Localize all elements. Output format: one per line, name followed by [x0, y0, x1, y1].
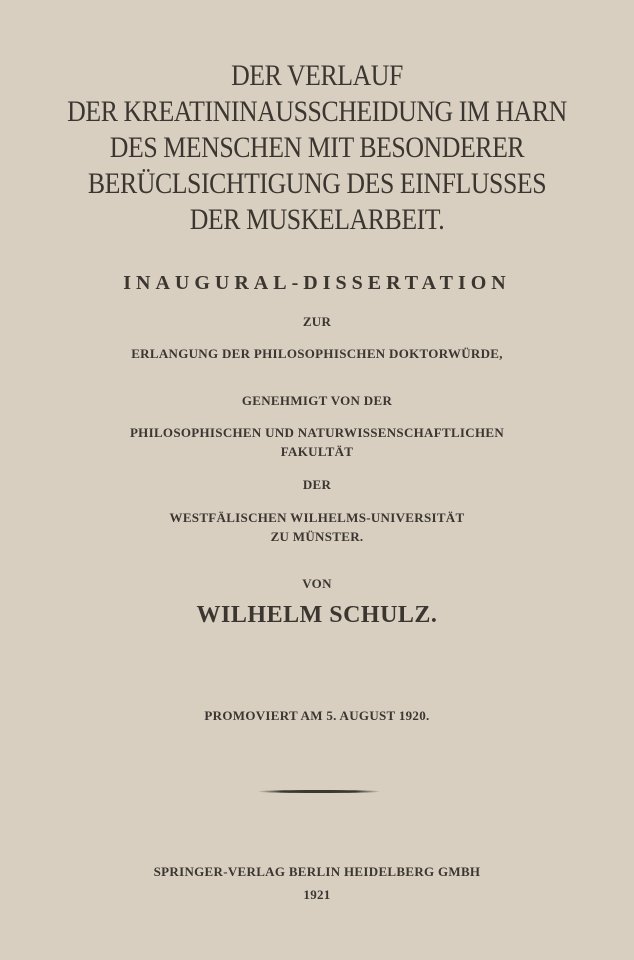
purpose-text: ERLANGUNG DER PHILOSOPHISCHEN DOKTORWÜRDE,	[131, 346, 503, 361]
title-line-4: BERÜCLSICHTIGUNG DES EINFLUSSES	[87, 167, 547, 200]
title-line-3: DES MENSCHEN MIT BESONDERER	[109, 131, 525, 164]
approved-text: GENEHMIGT VON DER	[241, 393, 393, 408]
publication-year: 1921	[303, 887, 331, 902]
title-line-2: DER KREATININAUSSCHEIDUNG IM HARN	[67, 95, 567, 128]
der-text: DER	[302, 477, 332, 492]
title-line-5: DER MUSKELARBEIT.	[189, 203, 445, 236]
faculty-line-1: PHILOSOPHISCHEN UND NATURWISSENSCHAFTLICHEN	[129, 425, 505, 440]
title-line-1: DER VERLAUF	[231, 59, 403, 92]
von-text: VON	[302, 576, 332, 591]
university-line-2: ZU MÜNSTER.	[270, 529, 364, 544]
promotion-date: PROMOVIERT AM 5. AUGUST 1920.	[204, 708, 430, 723]
zur-text: ZUR	[302, 314, 332, 329]
faculty-line-2: FAKULTÄT	[280, 444, 354, 459]
book-title	[44, 58, 589, 238]
publisher: SPRINGER-VERLAG BERLIN HEIDELBERG GMBH	[153, 864, 481, 879]
dissertation-heading: INAUGURAL-DISSERTATION	[123, 272, 511, 294]
university-line-1: WESTFÄLISCHEN WILHELMS-UNIVERSITÄT	[169, 510, 465, 525]
author-name: WILHELM SCHULZ.	[196, 602, 438, 628]
decorative-rule	[257, 790, 381, 793]
